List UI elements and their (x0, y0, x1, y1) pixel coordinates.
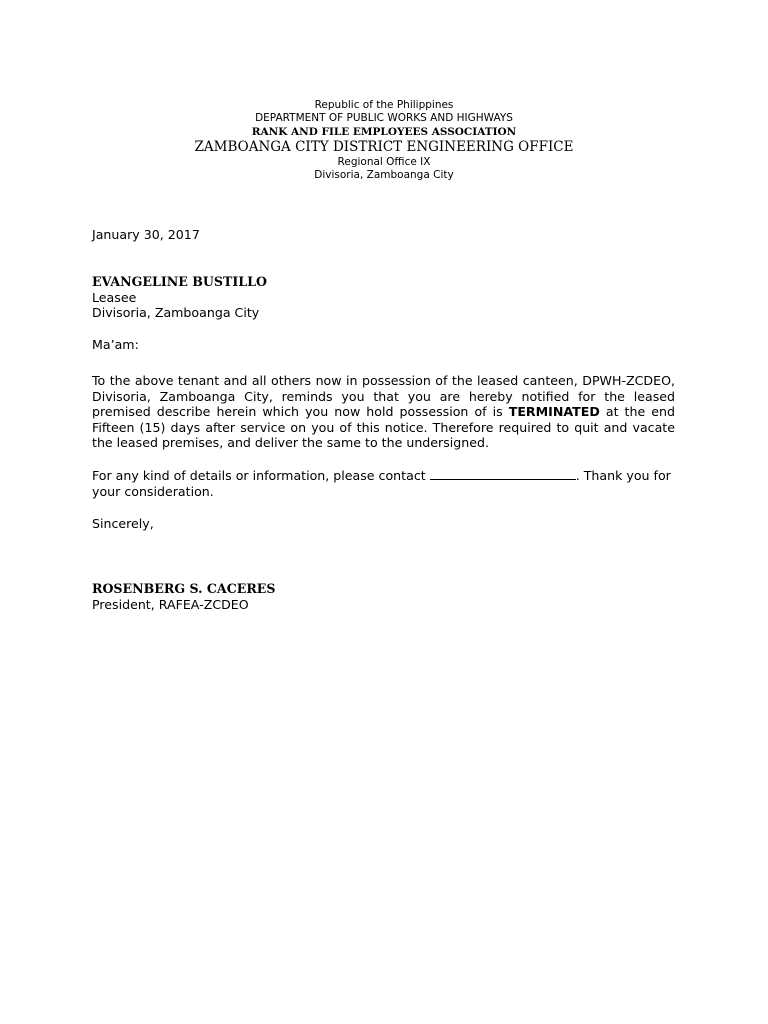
contact-blank-line (430, 469, 576, 480)
letterhead-location: Divisoria, Zamboanga City (314, 169, 454, 181)
notice-text-start: To the above tenant and all others now in possession of the leased canteen, DPWH-ZCDEO, Divisoria, Zamboanga City, reminds you that you are hereby notified for the leased premised describe herein which you now hold possession of is (92, 373, 675, 420)
letterhead-association: RANK AND FILE EMPLOYEES ASSOCIATION (251, 126, 517, 138)
recipient-title: Leasee (92, 289, 137, 305)
contact-text-end: . Thank you for your consideration. (92, 468, 671, 499)
recipient-address: Divisoria, Zamboanga City (92, 305, 260, 321)
recipient-block (92, 274, 675, 321)
terminated-emphasis: TERMINATED (508, 404, 600, 420)
salutation: Ma’am: (92, 337, 139, 352)
letterhead-republic: Republic of the Philippines (314, 99, 454, 111)
signatory-title: President, RAFEA-ZCDEO (92, 596, 249, 612)
letterhead (0, 99, 768, 182)
notice-text-end: at the end Fifteen (15) days after service on you of this notice. Therefore required to quit and vacate the leased premises, and deliver the same to the undersigned. (92, 404, 675, 451)
letterhead-regional-office: Regional Office IX (337, 156, 431, 168)
contact-text-start: For any kind of details or information, please contact (92, 468, 430, 483)
signatory-name: ROSENBERG S. CACERES (92, 581, 276, 596)
recipient-name: EVANGELINE BUSTILLO (92, 274, 267, 289)
letterhead-department: DEPARTMENT OF PUBLIC WORKS AND HIGHWAYS (255, 112, 513, 124)
contact-paragraph (92, 468, 675, 499)
letter-date: January 30, 2017 (92, 227, 200, 242)
letterhead-office: ZAMBOANGA CITY DISTRICT ENGINEERING OFFICE (194, 139, 574, 155)
signature-block (92, 581, 675, 612)
notice-paragraph (92, 373, 675, 451)
closing: Sincerely, (92, 516, 154, 531)
